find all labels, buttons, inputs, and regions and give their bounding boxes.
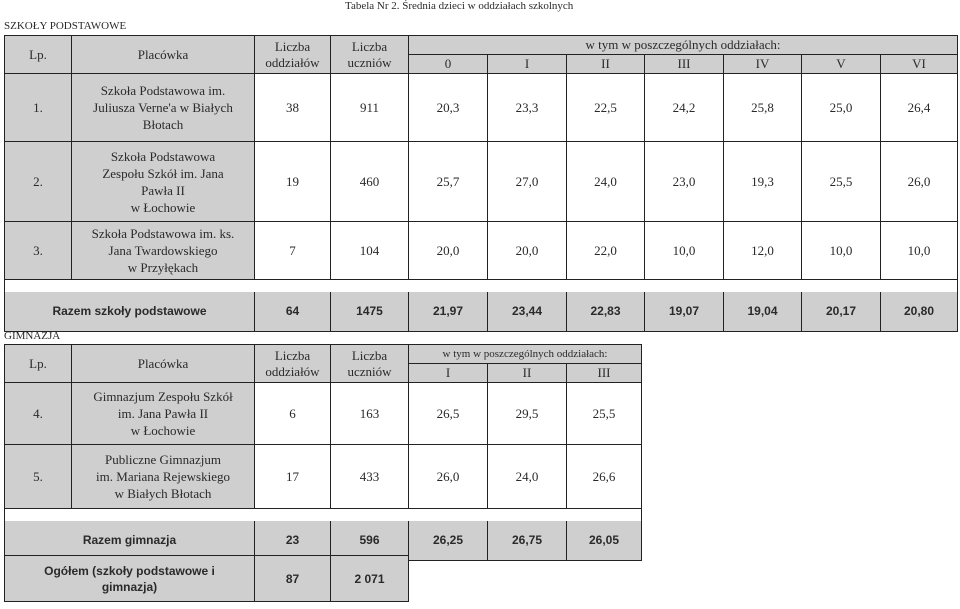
header-liczba-uczniow — [331, 345, 409, 383]
cell-oddzialy: 7 — [255, 222, 331, 280]
cell-value: 25,7 — [409, 142, 488, 222]
cell-value: 26,6 — [567, 445, 642, 509]
header-lp: Lp. — [5, 36, 72, 74]
header-grade: IV — [724, 55, 802, 74]
name-line: Szkoła Podstawowa im. — [100, 83, 226, 98]
total-oddzialy: 23 — [255, 521, 331, 561]
name-line: im. Jana Pawła II — [117, 406, 209, 421]
cell-value: 10,0 — [802, 222, 881, 280]
grand-total-label: Ogółem (szkoły podstawowe i gimnazja) — [5, 556, 255, 602]
total-value: 20,80 — [881, 292, 958, 332]
total-value: 26,05 — [567, 521, 642, 561]
cell-value: 12,0 — [724, 222, 802, 280]
cell-value: 26,0 — [409, 445, 488, 509]
cell-value: 20,0 — [409, 222, 488, 280]
row-school-name — [72, 445, 255, 509]
cell-value: 25,8 — [724, 74, 802, 142]
name-line: Publiczne Gimnazjum — [105, 452, 221, 467]
header-oddzialow-label: oddziałów — [265, 54, 320, 70]
table-row — [5, 222, 958, 280]
cell-value: 22,5 — [567, 74, 645, 142]
header-grade: I — [409, 364, 488, 383]
cell-value: 24,0 — [488, 445, 567, 509]
spacer-row — [5, 280, 958, 292]
table-caption: Tabela Nr 2. Średnia dzieci w oddziałach szkolnych — [345, 0, 574, 12]
header-grade: V — [802, 55, 881, 74]
row-lp: 3. — [5, 222, 72, 280]
total-value: 26,25 — [409, 521, 488, 561]
cell-value: 25,5 — [802, 142, 881, 222]
header-liczba-label: Liczba — [351, 347, 388, 363]
header-grade: I — [488, 55, 567, 74]
header-grade: II — [488, 364, 567, 383]
total-uczniowie: 1475 — [331, 292, 409, 332]
header-liczba-label: Liczba — [274, 38, 311, 54]
cell-value: 26,5 — [409, 383, 488, 445]
cell-value: 24,0 — [567, 142, 645, 222]
cell-value: 23,3 — [488, 74, 567, 142]
row-lp: 5. — [5, 445, 72, 509]
header-grade-group: w tym w poszczególnych oddziałach: — [409, 345, 642, 364]
header-placowka: Placówka — [72, 345, 255, 383]
cell-uczniowie: 104 — [331, 222, 409, 280]
cell-value: 29,5 — [488, 383, 567, 445]
cell-uczniowie: 460 — [331, 142, 409, 222]
cell-value: 10,0 — [881, 222, 958, 280]
total-value: 21,97 — [409, 292, 488, 332]
header-grade: III — [567, 364, 642, 383]
header-lp: Lp. — [5, 345, 72, 383]
row-school-name — [72, 74, 255, 142]
cell-value: 25,5 — [567, 383, 642, 445]
total-oddzialy: 64 — [255, 292, 331, 332]
name-line: Błotach — [142, 117, 184, 132]
header-grade: II — [567, 55, 645, 74]
spacer-row — [5, 509, 642, 521]
cell-value: 20,0 — [488, 222, 567, 280]
cell-value: 19,3 — [724, 142, 802, 222]
grand-total-table — [4, 555, 409, 602]
cell-value: 20,3 — [409, 74, 488, 142]
total-row — [5, 292, 958, 332]
total-value: 22,83 — [567, 292, 645, 332]
row-lp: 1. — [5, 74, 72, 142]
header-grade: 0 — [409, 55, 488, 74]
cell-value: 25,0 — [802, 74, 881, 142]
cell-oddzialy: 19 — [255, 142, 331, 222]
total-value: 20,17 — [802, 292, 881, 332]
header-grade: VI — [881, 55, 958, 74]
cell-value: 24,2 — [645, 74, 724, 142]
name-line: Pawła II — [141, 182, 185, 198]
header-grade: III — [645, 55, 724, 74]
header-grade-group: w tym w poszczególnych oddziałach: — [409, 36, 958, 55]
total-label: Razem szkoły podstawowe — [5, 292, 255, 332]
name-line: Szkoła Podstawowa im. ks. — [91, 226, 235, 241]
gimnazja-table — [4, 344, 642, 561]
header-liczba-oddzialow — [255, 345, 331, 383]
name-line: Szkoła Podstawowa — [110, 148, 216, 164]
total-value: 23,44 — [488, 292, 567, 332]
header-uczniow-label: uczniów — [347, 363, 392, 379]
total-label: Razem gimnazja — [5, 521, 255, 561]
cell-uczniowie: 911 — [331, 74, 409, 142]
name-line: w Łochowie — [130, 423, 196, 438]
cell-value: 26,4 — [881, 74, 958, 142]
section-label-gimnazja: GIMNAZJA — [4, 330, 61, 342]
row-school-name — [72, 142, 255, 222]
grand-total-oddzialy: 87 — [255, 556, 331, 602]
cell-value: 10,0 — [645, 222, 724, 280]
primary-schools-table — [4, 35, 958, 332]
table-row — [5, 142, 958, 222]
cell-oddzialy: 6 — [255, 383, 331, 445]
cell-value: 23,0 — [645, 142, 724, 222]
header-liczba-oddzialow — [255, 36, 331, 74]
section-label-primary: SZKOŁY PODSTAWOWE — [4, 20, 127, 32]
row-lp: 2. — [5, 142, 72, 222]
total-uczniowie: 596 — [331, 521, 409, 561]
name-line: w Białych Błotach — [114, 486, 212, 501]
name-line: Juliusza Verne'a w Białych — [93, 100, 233, 115]
table-row — [5, 445, 642, 509]
name-line: Jana Twardowskiego — [108, 243, 218, 258]
name-line: Zespołu Szkół im. Jana — [102, 165, 224, 181]
header-liczba-label: Liczba — [274, 347, 311, 363]
header-liczba-label: Liczba — [351, 38, 388, 54]
name-line: im. Mariana Rejewskiego — [96, 469, 230, 484]
grand-total-row — [5, 556, 409, 602]
row-school-name — [72, 383, 255, 445]
table-row — [5, 74, 958, 142]
cell-value: 27,0 — [488, 142, 567, 222]
header-placowka: Placówka — [72, 36, 255, 74]
cell-value: 26,0 — [881, 142, 958, 222]
grand-total-uczniowie: 2 071 — [331, 556, 409, 602]
cell-value: 22,0 — [567, 222, 645, 280]
cell-oddzialy: 38 — [255, 74, 331, 142]
cell-uczniowie: 163 — [331, 383, 409, 445]
name-line: Gimnazjum Zespołu Szkół — [93, 389, 233, 404]
name-line: w Łochowie — [130, 199, 196, 215]
row-school-name — [72, 222, 255, 280]
total-value: 26,75 — [488, 521, 567, 561]
header-liczba-uczniow — [331, 36, 409, 74]
total-value: 19,07 — [645, 292, 724, 332]
header-oddzialow-label: oddziałów — [265, 363, 320, 379]
table-row — [5, 383, 642, 445]
header-uczniow-label: uczniów — [347, 54, 392, 70]
total-value: 19,04 — [724, 292, 802, 332]
cell-uczniowie: 433 — [331, 445, 409, 509]
name-line: w Przyłękach — [127, 260, 199, 275]
cell-oddzialy: 17 — [255, 445, 331, 509]
row-lp: 4. — [5, 383, 72, 445]
